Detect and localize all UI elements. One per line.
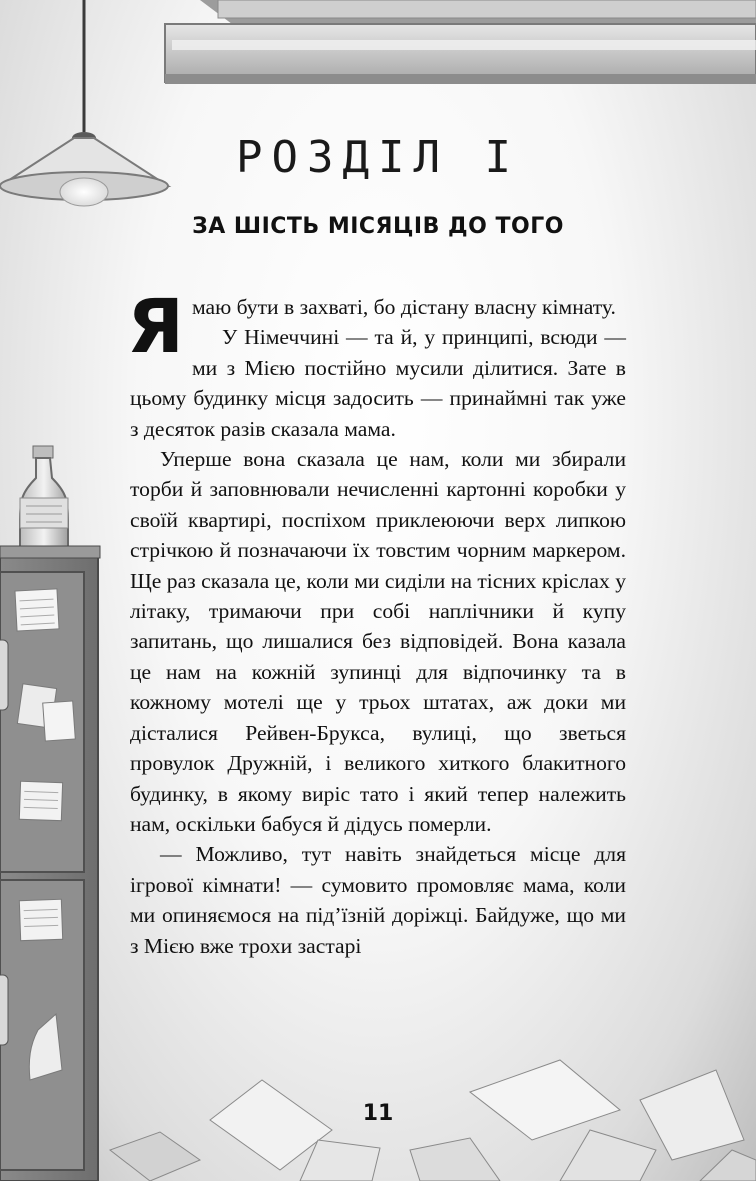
page-number: 11 <box>362 1101 394 1126</box>
chapter-subtitle: ЗА ШІСТЬ МІСЯЦІВ ДО ТОГО <box>192 214 564 239</box>
paragraph-4: — Можливо, тут навіть знайдеться місце для ігрової кімнати! — сумовито промовляє мама, коли ми опиняємося на під’їзній доріжці. Байдуже, що ми з Мією вже трохи застарі <box>130 842 626 958</box>
paragraph-2: У Німеччині — та й, у принципі, всюди — ми з Мією постійно мусили ділитися. Зате в цьому будинку місця задосить — принаймні так уже з десяток разів сказала мама. <box>130 325 626 441</box>
paragraph-1-text: маю бути в захваті, бо дістану власну кімнату. <box>191 295 616 319</box>
ceiling-light-panel <box>165 0 756 84</box>
bottle-icon <box>20 446 68 548</box>
drop-cap: Я <box>127 284 184 370</box>
chapter-title: РОЗДІЛ І <box>236 132 520 183</box>
body-text <box>127 284 626 961</box>
paragraph-3: Уперше вона сказала це нам, коли ми збирали торби й заповнювали нечисленні картонні коробки у своїй квартирі, поспіхом приклеюючи верх липкою стрічкою й позначаючи їх товстим чорним маркером. Ще раз сказала це, коли ми сиділи на тісних кріслах у літаку, тримаючи при собі наплічники й купу запитань, що лишалися без відповідей. Вона казала це нам на кожній зупинці для відпочинку та в кожному мотелі ще у трьох штатах, аж доки ми дісталися Рейвен-Брукса, вулиці, що зветься провулок Дружній, і великого хиткого блакитного будинку, в якому виріс тато і який тепер належить нам, оскільки бабуся й дідусь померли. <box>130 447 626 836</box>
filing-cabinet-icon <box>0 546 100 1181</box>
paragraph-1 <box>127 284 626 370</box>
